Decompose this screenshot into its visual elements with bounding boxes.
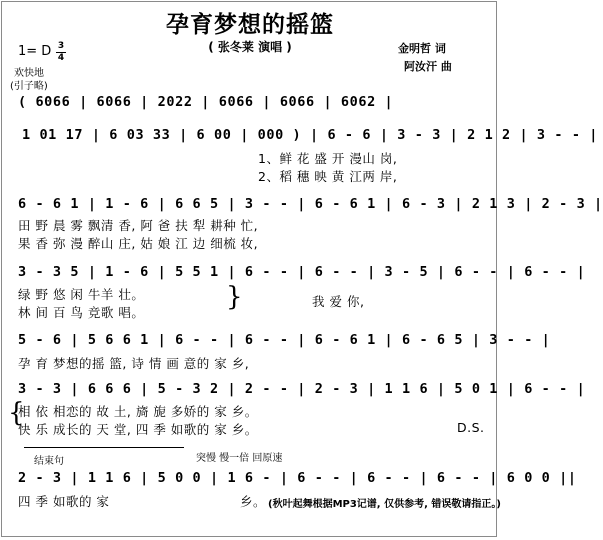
time-top: 3 bbox=[57, 41, 65, 51]
lyric-row-4-verse-1: 绿 野 悠 闲 牛羊 壮。 bbox=[18, 287, 145, 302]
dal-segno-mark: D.S. bbox=[457, 420, 485, 435]
time-signature bbox=[56, 42, 66, 63]
intro-note: (引子略) bbox=[10, 81, 48, 92]
lyric-row-6-verse-1: 相 依 相恋的 故 土, 旖 旎 多娇的 家 乡。 bbox=[18, 404, 258, 419]
tempo-marking: 欢快地 bbox=[14, 68, 44, 79]
notation-row-1: ( 6066 | 6066 | 2022 | 6066 | 6066 | 6062 | bbox=[18, 94, 394, 110]
lyric-row-2-verse-2: 2、稻 穗 映 黄 江两 岸, bbox=[258, 169, 398, 184]
notation-row-7: 2 - 3 | 1 1 6 | 5 0 0 | 1 6 - | 6 - - | 6 - - | 6 - - | 6 0 0 || bbox=[18, 470, 577, 486]
song-title: 孕育梦想的摇篮 bbox=[166, 12, 334, 38]
composer-credit: 阿汝汗 曲 bbox=[404, 60, 452, 73]
lyric-row-5: 孕 育 梦想的摇 篮, 诗 情 画 意的 家 乡, bbox=[18, 356, 250, 371]
notation-row-6: 3 - 3 | 6 6 6 | 5 - 3 2 | 2 - - | 2 - 3 | 1 1 6 | 5 0 1 | 6 - - | bbox=[18, 381, 586, 397]
notation-row-2: 1 01 17 | 6 03 33 | 6 00 | 000 ) | 6 - 6 | 3 - 3 | 2 1 2 | 3 - - | bbox=[22, 127, 599, 143]
singer-credit: ( 张冬莱 演唱 ) bbox=[208, 40, 292, 54]
key-signature: 1= D bbox=[18, 44, 52, 59]
lyric-row-7-end: 乡。 bbox=[240, 494, 267, 509]
time-bottom: 4 bbox=[57, 53, 65, 63]
lyric-row-3-verse-1: 田 野 晨 雾 飘清 香, 阿 爸 扶 犁 耕种 忙, bbox=[18, 218, 259, 233]
lyric-row-7: 四 季 如歌的 家 bbox=[18, 494, 110, 509]
lyricist-credit: 金明哲 词 bbox=[398, 42, 446, 55]
notation-row-5: 5 - 6 | 5 6 6 1 | 6 - - | 6 - - | 6 - 6 1 | 6 - 6 5 | 3 - - | bbox=[18, 332, 551, 348]
notation-row-3: 6 - 6 1 | 1 - 6 | 6 6 5 | 3 - - | 6 - 6 1 | 6 - 3 | 2 1 3 | 2 - 3 | bbox=[18, 196, 603, 212]
notation-row-4: 3 - 3 5 | 1 - 6 | 5 5 1 | 6 - - | 6 - - | 3 - 5 | 6 - - | 6 - - | bbox=[18, 264, 586, 280]
verse-brace-left: { bbox=[8, 398, 25, 428]
lyric-row-2-verse-1: 1、鲜 花 盛 开 漫山 岗, bbox=[258, 151, 398, 166]
transcription-remark: (秋叶起舞根据MP3记谱, 仅供参考, 错误敬请指正。) bbox=[268, 499, 501, 510]
lyric-row-4-chorus: 我 爱 你, bbox=[312, 294, 365, 309]
lyric-row-6-verse-2: 快 乐 成长的 天 堂, 四 季 如歌的 家 乡。 bbox=[18, 422, 258, 437]
lyric-row-3-verse-2: 果 香 弥 漫 醉山 庄, 姑 娘 江 边 细梳 妆, bbox=[18, 236, 259, 251]
tempo-change-marks: 突慢 慢一倍 回原速 bbox=[196, 453, 283, 464]
verse-brace: } bbox=[226, 282, 243, 312]
coda-label: 结束句 bbox=[34, 456, 64, 467]
lyric-row-4-verse-2: 林 间 百 鸟 竞歌 唱。 bbox=[18, 305, 145, 320]
